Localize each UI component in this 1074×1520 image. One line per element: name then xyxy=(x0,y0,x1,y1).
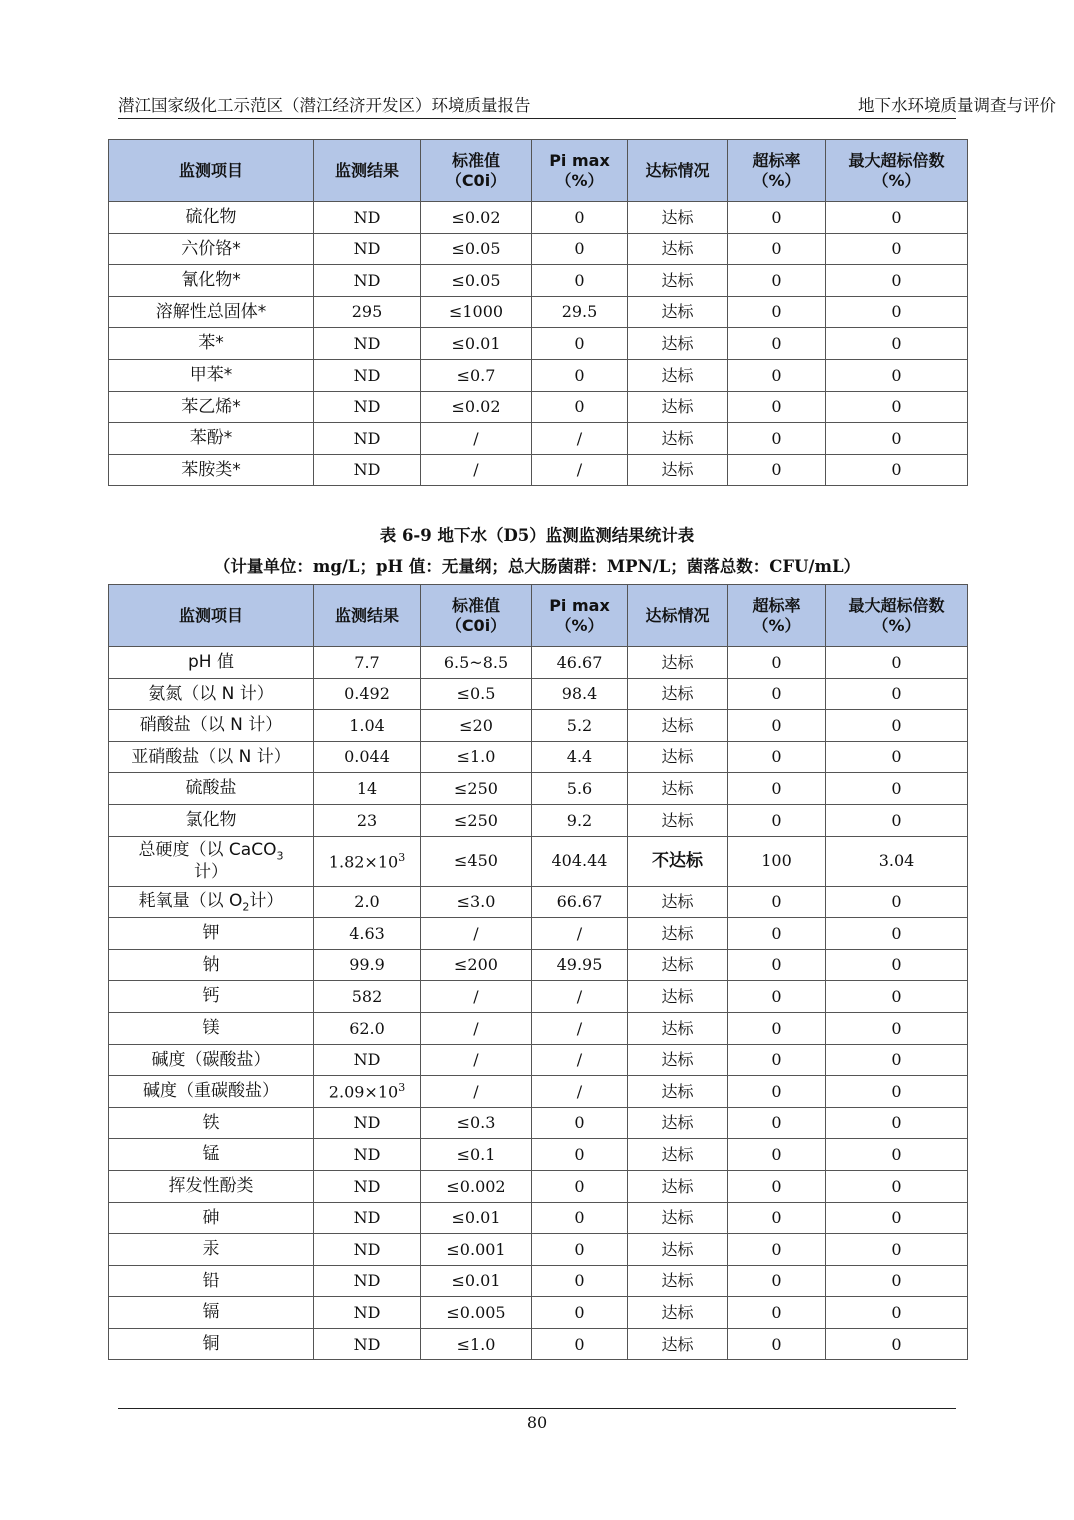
table-row xyxy=(109,1012,968,1044)
cell-result: ND xyxy=(314,1044,421,1076)
cell-rate: 0 xyxy=(728,918,826,950)
cell-max: 0 xyxy=(826,918,968,950)
cell-result: 23 xyxy=(314,804,421,836)
cell-result: ND xyxy=(314,423,421,455)
cell-standard: ≤3.0 xyxy=(421,886,532,918)
cell-item: 铅 xyxy=(109,1265,314,1297)
table-row xyxy=(109,1328,968,1360)
cell-rate: 0 xyxy=(728,741,826,773)
cell-status: 达标 xyxy=(628,296,728,328)
cell-standard: ≤0.1 xyxy=(421,1139,532,1171)
cell-status: 达标 xyxy=(628,741,728,773)
table-caption: 表 6-9 地下水（D5）监测监测结果统计表 xyxy=(379,526,695,545)
cell-standard: ≤200 xyxy=(421,949,532,981)
table-row xyxy=(109,233,968,265)
cell-result: 0.492 xyxy=(314,678,421,710)
cell-standard: ≤1.0 xyxy=(421,1328,532,1360)
cell-item: 苯* xyxy=(109,328,314,360)
cell-result: 295 xyxy=(314,296,421,328)
cell-max: 0 xyxy=(826,1265,968,1297)
cell-pi: 0 xyxy=(532,1170,628,1202)
cell-standard: ≤0.002 xyxy=(421,1170,532,1202)
cell-item: 苯乙烯* xyxy=(109,391,314,423)
cell-status: 达标 xyxy=(628,1170,728,1202)
cell-pi: / xyxy=(532,1012,628,1044)
table-row xyxy=(109,265,968,297)
table-row xyxy=(109,886,968,918)
col-header-max: 最大超标倍数 （%） xyxy=(826,585,968,647)
cell-standard: ≤0.05 xyxy=(421,233,532,265)
cell-status: 达标 xyxy=(628,1044,728,1076)
cell-item: 亚硝酸盐（以 N 计） xyxy=(109,741,314,773)
cell-pi: / xyxy=(532,918,628,950)
cell-max: 0 xyxy=(826,328,968,360)
cell-status: 达标 xyxy=(628,233,728,265)
table-row xyxy=(109,710,968,742)
cell-result: ND xyxy=(314,233,421,265)
cell-rate: 0 xyxy=(728,296,826,328)
cell-standard: ≤1000 xyxy=(421,296,532,328)
cell-rate: 0 xyxy=(728,1170,826,1202)
cell-max: 0 xyxy=(826,1107,968,1139)
cell-item: 碱度（碳酸盐） xyxy=(109,1044,314,1076)
table-header-row xyxy=(109,585,968,647)
cell-max: 0 xyxy=(826,423,968,455)
cell-rate: 0 xyxy=(728,710,826,742)
cell-pi: 98.4 xyxy=(532,678,628,710)
cell-standard: / xyxy=(421,423,532,455)
cell-pi: 0 xyxy=(532,1234,628,1266)
cell-result: ND xyxy=(314,328,421,360)
col-header-standard: 标准值 （C0i） xyxy=(421,140,532,202)
cell-max: 0 xyxy=(826,773,968,805)
cell-status: 达标 xyxy=(628,1107,728,1139)
cell-pi: 66.67 xyxy=(532,886,628,918)
cell-pi: 0 xyxy=(532,391,628,423)
cell-result: 7.7 xyxy=(314,647,421,679)
cell-max: 0 xyxy=(826,1044,968,1076)
cell-max: 0 xyxy=(826,647,968,679)
report-title: 潜江国家级化工示范区（潜江经济开发区）环境质量报告 xyxy=(118,96,531,115)
results-table-continued xyxy=(108,139,968,486)
cell-max: 0 xyxy=(826,949,968,981)
cell-status: 达标 xyxy=(628,1297,728,1329)
cell-standard: ≤0.005 xyxy=(421,1297,532,1329)
cell-status: 达标 xyxy=(628,328,728,360)
cell-item: 硫化物 xyxy=(109,202,314,234)
cell-result: 4.63 xyxy=(314,918,421,950)
cell-status: 达标 xyxy=(628,391,728,423)
cell-pi: 29.5 xyxy=(532,296,628,328)
cell-standard: / xyxy=(421,1044,532,1076)
cell-result: 582 xyxy=(314,981,421,1013)
col-header-result: 监测结果 xyxy=(314,140,421,202)
col-header-max: 最大超标倍数 （%） xyxy=(826,140,968,202)
table-row xyxy=(109,918,968,950)
cell-pi: 404.44 xyxy=(532,836,628,886)
cell-status: 达标 xyxy=(628,454,728,486)
cell-rate: 0 xyxy=(728,1297,826,1329)
col-header-status: 达标情况 xyxy=(628,585,728,647)
table-row xyxy=(109,804,968,836)
cell-standard: ≤0.01 xyxy=(421,1202,532,1234)
table-row xyxy=(109,1170,968,1202)
table-row xyxy=(109,836,968,886)
cell-standard: 6.5~8.5 xyxy=(421,647,532,679)
cell-rate: 0 xyxy=(728,1012,826,1044)
cell-item: 氨氮（以 N 计） xyxy=(109,678,314,710)
cell-status: 达标 xyxy=(628,678,728,710)
cell-max: 0 xyxy=(826,202,968,234)
table-row xyxy=(109,1265,968,1297)
col-header-pi: Pi max （%） xyxy=(532,585,628,647)
results-table-d5 xyxy=(108,584,968,1360)
cell-pi: 9.2 xyxy=(532,804,628,836)
cell-item: 锰 xyxy=(109,1139,314,1171)
cell-rate: 0 xyxy=(728,1202,826,1234)
cell-standard: ≤0.01 xyxy=(421,1265,532,1297)
cell-rate: 0 xyxy=(728,1265,826,1297)
cell-result: ND xyxy=(314,1328,421,1360)
cell-item: pH 值 xyxy=(109,647,314,679)
cell-rate: 0 xyxy=(728,1328,826,1360)
cell-rate: 0 xyxy=(728,773,826,805)
cell-pi: 5.6 xyxy=(532,773,628,805)
cell-result: 1.04 xyxy=(314,710,421,742)
cell-item: 镉 xyxy=(109,1297,314,1329)
cell-rate: 0 xyxy=(728,981,826,1013)
cell-rate: 0 xyxy=(728,647,826,679)
cell-item: 镁 xyxy=(109,1012,314,1044)
cell-result: ND xyxy=(314,1170,421,1202)
cell-item: 硫酸盐 xyxy=(109,773,314,805)
cell-result: ND xyxy=(314,265,421,297)
cell-status: 达标 xyxy=(628,1139,728,1171)
cell-max: 0 xyxy=(826,359,968,391)
col-header-result: 监测结果 xyxy=(314,585,421,647)
cell-status: 达标 xyxy=(628,1076,728,1108)
cell-result: 62.0 xyxy=(314,1012,421,1044)
cell-rate: 0 xyxy=(728,233,826,265)
cell-rate: 0 xyxy=(728,1076,826,1108)
cell-rate: 0 xyxy=(728,328,826,360)
cell-item: 硝酸盐（以 N 计） xyxy=(109,710,314,742)
cell-result: $2.09\times 10^3$ xyxy=(314,1076,421,1108)
cell-max: 0 xyxy=(826,678,968,710)
table-row xyxy=(109,981,968,1013)
cell-standard: ≤0.02 xyxy=(421,391,532,423)
table-row xyxy=(109,1202,968,1234)
table-row xyxy=(109,296,968,328)
cell-status: 达标 xyxy=(628,1265,728,1297)
table-row xyxy=(109,647,968,679)
cell-standard: ≤450 xyxy=(421,836,532,886)
section-title: 地下水环境质量调查与评价 xyxy=(858,96,1056,115)
cell-standard: ≤0.7 xyxy=(421,359,532,391)
cell-item: 钠 xyxy=(109,949,314,981)
cell-rate: 0 xyxy=(728,202,826,234)
cell-status: 达标 xyxy=(628,886,728,918)
cell-rate: 0 xyxy=(728,1044,826,1076)
cell-rate: 0 xyxy=(728,886,826,918)
cell-standard: ≤20 xyxy=(421,710,532,742)
cell-status: 达标 xyxy=(628,202,728,234)
cell-status: 达标 xyxy=(628,918,728,950)
cell-pi: / xyxy=(532,423,628,455)
cell-pi: 0 xyxy=(532,359,628,391)
cell-rate: 0 xyxy=(728,1107,826,1139)
cell-standard: ≤250 xyxy=(421,804,532,836)
cell-standard: ≤1.0 xyxy=(421,741,532,773)
cell-standard: / xyxy=(421,981,532,1013)
cell-pi: 0 xyxy=(532,233,628,265)
cell-pi: / xyxy=(532,454,628,486)
table-row xyxy=(109,454,968,486)
cell-standard: / xyxy=(421,918,532,950)
cell-item: 铁 xyxy=(109,1107,314,1139)
cell-status: 达标 xyxy=(628,423,728,455)
cell-item: 汞 xyxy=(109,1234,314,1266)
col-header-pi: Pi max （%） xyxy=(532,140,628,202)
cell-status: 达标 xyxy=(628,647,728,679)
cell-max: 0 xyxy=(826,981,968,1013)
col-header-status: 达标情况 xyxy=(628,140,728,202)
col-header-rate: 超标率 （%） xyxy=(728,585,826,647)
cell-max: 0 xyxy=(826,1202,968,1234)
col-header-rate: 超标率 （%） xyxy=(728,140,826,202)
cell-status: 达标 xyxy=(628,359,728,391)
cell-rate: 0 xyxy=(728,804,826,836)
page-number: 80 xyxy=(526,1413,548,1432)
cell-item: 总硬度（以 CaCO$_3$ 计） xyxy=(109,836,314,886)
cell-status: 达标 xyxy=(628,1234,728,1266)
cell-pi: 0 xyxy=(532,1297,628,1329)
table-row xyxy=(109,1107,968,1139)
table-row xyxy=(109,328,968,360)
table-row xyxy=(109,1076,968,1108)
table-row xyxy=(109,1044,968,1076)
cell-result: ND xyxy=(314,391,421,423)
cell-item: 挥发性酚类 xyxy=(109,1170,314,1202)
cell-item: 甲苯* xyxy=(109,359,314,391)
cell-status: 达标 xyxy=(628,1328,728,1360)
cell-rate: 0 xyxy=(728,949,826,981)
cell-standard: ≤0.01 xyxy=(421,328,532,360)
cell-result: ND xyxy=(314,1297,421,1329)
table-row xyxy=(109,359,968,391)
cell-pi: / xyxy=(532,1076,628,1108)
cell-standard: / xyxy=(421,454,532,486)
cell-result: ND xyxy=(314,1202,421,1234)
cell-standard: ≤0.05 xyxy=(421,265,532,297)
cell-standard: ≤0.3 xyxy=(421,1107,532,1139)
cell-result: ND xyxy=(314,202,421,234)
cell-max: 0 xyxy=(826,1328,968,1360)
cell-pi: / xyxy=(532,981,628,1013)
cell-standard: ≤0.001 xyxy=(421,1234,532,1266)
cell-pi: 0 xyxy=(532,1265,628,1297)
cell-max: 0 xyxy=(826,1012,968,1044)
cell-max: 0 xyxy=(826,265,968,297)
cell-result: ND xyxy=(314,1234,421,1266)
table-row xyxy=(109,391,968,423)
cell-pi: 0 xyxy=(532,1139,628,1171)
cell-pi: 46.67 xyxy=(532,647,628,679)
page-header xyxy=(118,92,1056,119)
cell-result: ND xyxy=(314,1107,421,1139)
cell-status: 达标 xyxy=(628,1012,728,1044)
cell-rate: 100 xyxy=(728,836,826,886)
table-row xyxy=(109,773,968,805)
cell-status: 达标 xyxy=(628,1202,728,1234)
table-row xyxy=(109,1297,968,1329)
cell-item: 苯胺类* xyxy=(109,454,314,486)
cell-item: 氰化物* xyxy=(109,265,314,297)
cell-max: 0 xyxy=(826,804,968,836)
cell-rate: 0 xyxy=(728,423,826,455)
cell-status: 达标 xyxy=(628,949,728,981)
cell-standard: / xyxy=(421,1076,532,1108)
cell-standard: / xyxy=(421,1012,532,1044)
cell-rate: 0 xyxy=(728,1234,826,1266)
cell-max: 0 xyxy=(826,1234,968,1266)
table-row xyxy=(109,741,968,773)
col-header-standard: 标准值 （C0i） xyxy=(421,585,532,647)
cell-result: ND xyxy=(314,359,421,391)
cell-max: 0 xyxy=(826,1297,968,1329)
cell-item: 铜 xyxy=(109,1328,314,1360)
table-row xyxy=(109,949,968,981)
table-header-row xyxy=(109,140,968,202)
cell-max: 0 xyxy=(826,1170,968,1202)
cell-standard: ≤0.5 xyxy=(421,678,532,710)
cell-pi: 5.2 xyxy=(532,710,628,742)
cell-result: 14 xyxy=(314,773,421,805)
cell-pi: 0 xyxy=(532,1328,628,1360)
cell-max: 0 xyxy=(826,1076,968,1108)
cell-status: 达标 xyxy=(628,804,728,836)
cell-item: 耗氧量（以 $O_2$计） xyxy=(109,886,314,918)
cell-rate: 0 xyxy=(728,359,826,391)
cell-item: 溶解性总固体* xyxy=(109,296,314,328)
cell-rate: 0 xyxy=(728,265,826,297)
cell-rate: 0 xyxy=(728,1139,826,1171)
cell-item: 砷 xyxy=(109,1202,314,1234)
cell-max: 0 xyxy=(826,233,968,265)
cell-item: 钾 xyxy=(109,918,314,950)
cell-rate: 0 xyxy=(728,454,826,486)
cell-pi: / xyxy=(532,1044,628,1076)
cell-max: 0 xyxy=(826,886,968,918)
cell-item: 六价铬* xyxy=(109,233,314,265)
cell-result: ND xyxy=(314,1265,421,1297)
cell-result: ND xyxy=(314,454,421,486)
cell-max: 3.04 xyxy=(826,836,968,886)
cell-item: 氯化物 xyxy=(109,804,314,836)
cell-status: 不达标 xyxy=(628,836,728,886)
cell-result: 99.9 xyxy=(314,949,421,981)
cell-pi: 0 xyxy=(532,1202,628,1234)
footer-divider xyxy=(118,1408,956,1409)
cell-rate: 0 xyxy=(728,391,826,423)
cell-pi: 0 xyxy=(532,265,628,297)
cell-standard: ≤0.02 xyxy=(421,202,532,234)
cell-status: 达标 xyxy=(628,265,728,297)
cell-max: 0 xyxy=(826,296,968,328)
cell-result: $1.82\times 10^3$ xyxy=(314,836,421,886)
table-row xyxy=(109,678,968,710)
col-header-item: 监测项目 xyxy=(109,585,314,647)
table-row xyxy=(109,1139,968,1171)
table-units-note: （计量单位：mg/L；pH 值：无量纲；总大肠菌群：MPN/L；菌落总数：CFU/mL） xyxy=(213,557,861,576)
cell-status: 达标 xyxy=(628,981,728,1013)
cell-item: 苯酚* xyxy=(109,423,314,455)
cell-status: 达标 xyxy=(628,773,728,805)
cell-pi: 49.95 xyxy=(532,949,628,981)
cell-pi: 0 xyxy=(532,1107,628,1139)
cell-standard: ≤250 xyxy=(421,773,532,805)
cell-pi: 0 xyxy=(532,202,628,234)
cell-max: 0 xyxy=(826,454,968,486)
cell-max: 0 xyxy=(826,391,968,423)
cell-max: 0 xyxy=(826,710,968,742)
cell-pi: 4.4 xyxy=(532,741,628,773)
cell-result: ND xyxy=(314,1139,421,1171)
table-row xyxy=(109,1234,968,1266)
table-row xyxy=(109,423,968,455)
cell-result: 0.044 xyxy=(314,741,421,773)
table-row xyxy=(109,202,968,234)
cell-max: 0 xyxy=(826,1139,968,1171)
cell-item: 碱度（重碳酸盐） xyxy=(109,1076,314,1108)
col-header-item: 监测项目 xyxy=(109,140,314,202)
cell-pi: 0 xyxy=(532,328,628,360)
cell-result: 2.0 xyxy=(314,886,421,918)
cell-status: 达标 xyxy=(628,710,728,742)
cell-max: 0 xyxy=(826,741,968,773)
cell-rate: 0 xyxy=(728,678,826,710)
cell-item: 钙 xyxy=(109,981,314,1013)
